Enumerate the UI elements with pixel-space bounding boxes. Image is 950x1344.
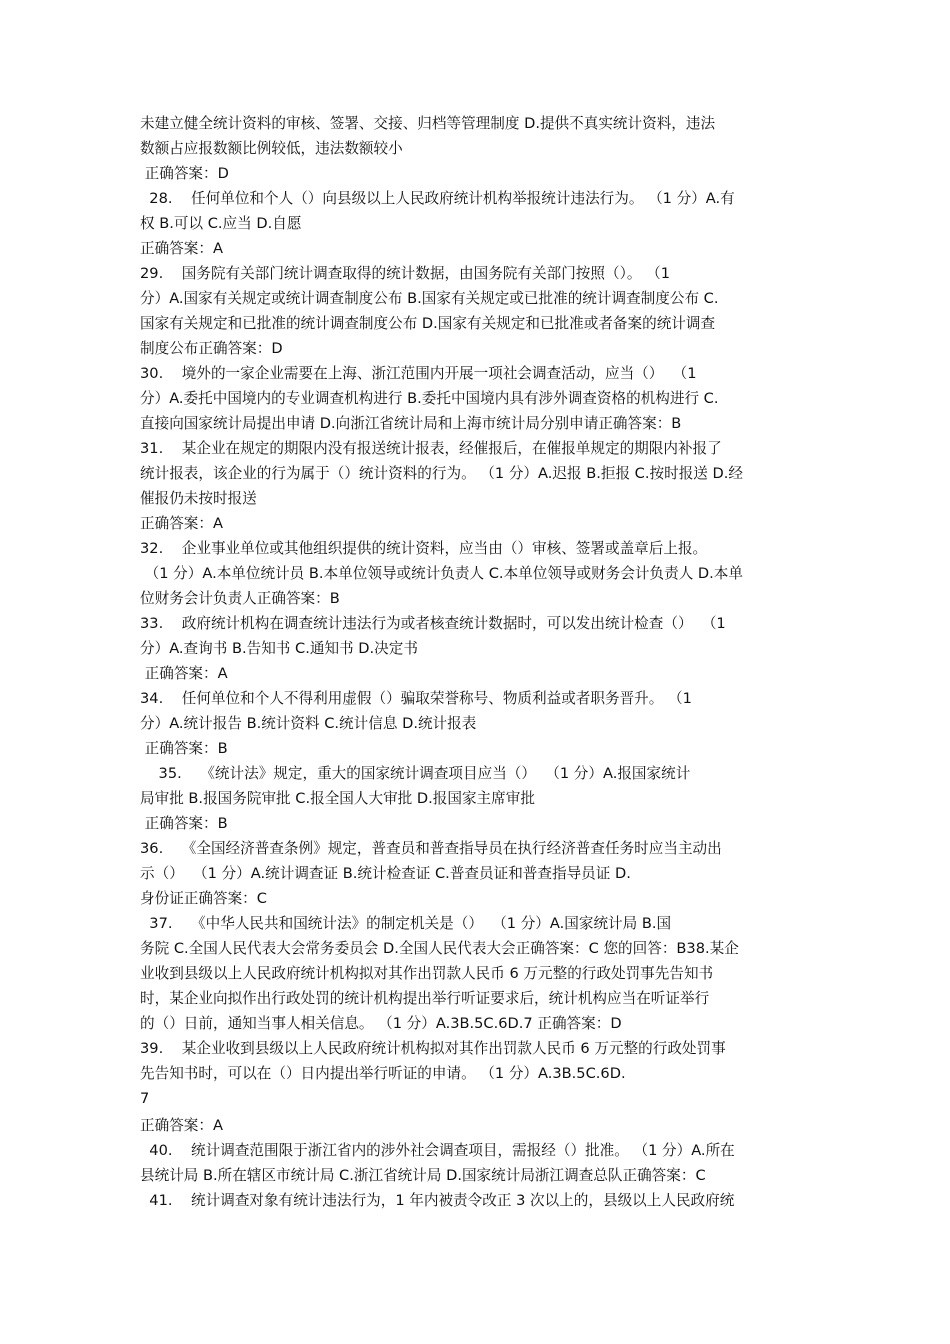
question-31-options-2: 催报仍未按时报送 [140,490,257,507]
question-32-line: 32. 企业事业单位或其他组织提供的统计资料，应当由（）审核、签署或盖章后上报。 [140,540,708,557]
question-30-line: 30. 境外的一家企业需要在上海、浙江范围内开展一项社会调查活动，应当（） （1 [140,365,697,382]
question-36-line: 36. 《全国经济普查条例》规定，普查员和普查指导员在执行经济普查任务时应当主动出 [140,840,722,857]
question-31-options: 统计报表，该企业的行为属于（）统计资料的行为。 （1 分）A.迟报 B.拒报 C.按时报送 D.经 [140,465,743,482]
question-34-line: 34. 任何单位和个人不得利用虚假（）骗取荣誉称号、物质利益或者职务晋升。 （1 [140,690,692,707]
answer-line-35: 正确答案：B [140,815,228,832]
answer-line-29: 制度公布正确答案：D [140,340,283,357]
question-29-options-2: 国家有关规定和已批准的统计调查制度公布 D.国家有关规定和已批准或者备案的统计调查 [140,315,716,332]
question-38-line-2: 时，某企业向拟作出行政处罚的统计机构提出举行听证要求后，统计机构应当在听证举行 [140,990,710,1007]
question-35-options: 局审批 B.报国务院审批 C.报全国人大审批 D.报国家主席审批 [140,790,535,807]
question-40-options: 县统计局 B.所在辖区市统计局 C.浙江省统计局 D.国家统计局浙江调查总队正确答案：C [140,1167,706,1184]
question-37-line: 37. 《中华人民共和国统计法》的制定机关是（） （1 分）A.国家统计局 B.国 [140,915,672,932]
question-39-line: 39. 某企业收到县级以上人民政府统计机构拟对其作出罚款人民币 6 万元整的行政处罚事 [140,1040,726,1057]
question-32-options: （1 分）A.本单位统计员 B.本单位领导或统计负责人 C.本单位领导或财务会计负责人 D.本单 [140,565,743,582]
question-34-options: 分）A.统计报告 B.统计资料 C.统计信息 D.统计报表 [140,715,477,732]
question-39-options: 先告知书时，可以在（）日内提出举行听证的申请。 （1 分）A.3B.5C.6D. [140,1065,626,1082]
question-39-options-2: 7 [140,1090,150,1107]
question-35-line: 35. 《统计法》规定，重大的国家统计调查项目应当（） （1 分）A.报国家统计 [140,765,691,782]
question-28-line: 28. 任何单位和个人（）向县级以上人民政府统计机构举报统计违法行为。 （1 分）A.有 [140,190,735,207]
answer-line-39: 正确答案：A [140,1117,223,1134]
answer-line-33: 正确答案：A [140,665,228,682]
text-line-1: 未建立健全统计资料的审核、签署、交接、归档等管理制度 D.提供不真实统计资料，违法 [140,115,716,132]
question-29-line: 29. 国务院有关部门统计调查取得的统计数据，由国务院有关部门按照（）。 （1 [140,265,670,282]
answer-line-36: 身份证正确答案：C [140,890,267,907]
answer-line-30: 直接向国家统计局提出申请 D.向浙江省统计局和上海市统计局分别申请正确答案：B [140,415,682,432]
question-38-options: 的（）日前，通知当事人相关信息。 （1 分）A.3B.5C.6D.7 正确答案：D [140,1015,622,1032]
answer-line-27: 正确答案：D [140,165,229,182]
answer-line-32: 位财务会计负责人正确答案：B [140,590,340,607]
answer-line-34: 正确答案：B [140,740,228,757]
question-36-options: 示（） （1 分）A.统计调查证 B.统计检查证 C.普查员证和普查指导员证 D. [140,865,631,882]
question-33-options: 分）A.查询书 B.告知书 C.通知书 D.决定书 [140,640,418,657]
question-30-options-1: 分）A.委托中国境内的专业调查机构进行 B.委托中国境内具有涉外调查资格的机构进行 C. [140,390,719,407]
question-29-options-1: 分）A.国家有关规定或统计调查制度公布 B.国家有关规定或已批准的统计调查制度公布 C. [140,290,719,307]
question-37-options: 务院 C.全国人民代表大会常务委员会 D.全国人民代表大会正确答案：C 您的回答：B38.某企 [140,940,739,957]
answer-line-28: 正确答案：A [140,240,223,257]
answer-line-31: 正确答案：A [140,515,223,532]
question-31-line: 31. 某企业在规定的期限内没有报送统计报表，经催报后，在催报单规定的期限内补报了 [140,440,722,457]
question-33-line: 33. 政府统计机构在调查统计违法行为或者核查统计数据时，可以发出统计检查（） （1 [140,615,726,632]
text-line-2: 数额占应报数额比例较低，违法数额较小 [140,140,403,157]
question-41-line: 41. 统计调查对象有统计违法行为，1 年内被责令改正 3 次以上的，县级以上人民政府统 [140,1192,735,1209]
question-38-line-1: 业收到县级以上人民政府统计机构拟对其作出罚款人民币 6 万元整的行政处罚事先告知书 [140,965,714,982]
question-28-options: 权 B.可以 C.应当 D.自愿 [140,215,302,232]
question-40-line: 40. 统计调查范围限于浙江省内的涉外社会调查项目，需报经（）批准。 （1 分）A.所在 [140,1142,735,1159]
